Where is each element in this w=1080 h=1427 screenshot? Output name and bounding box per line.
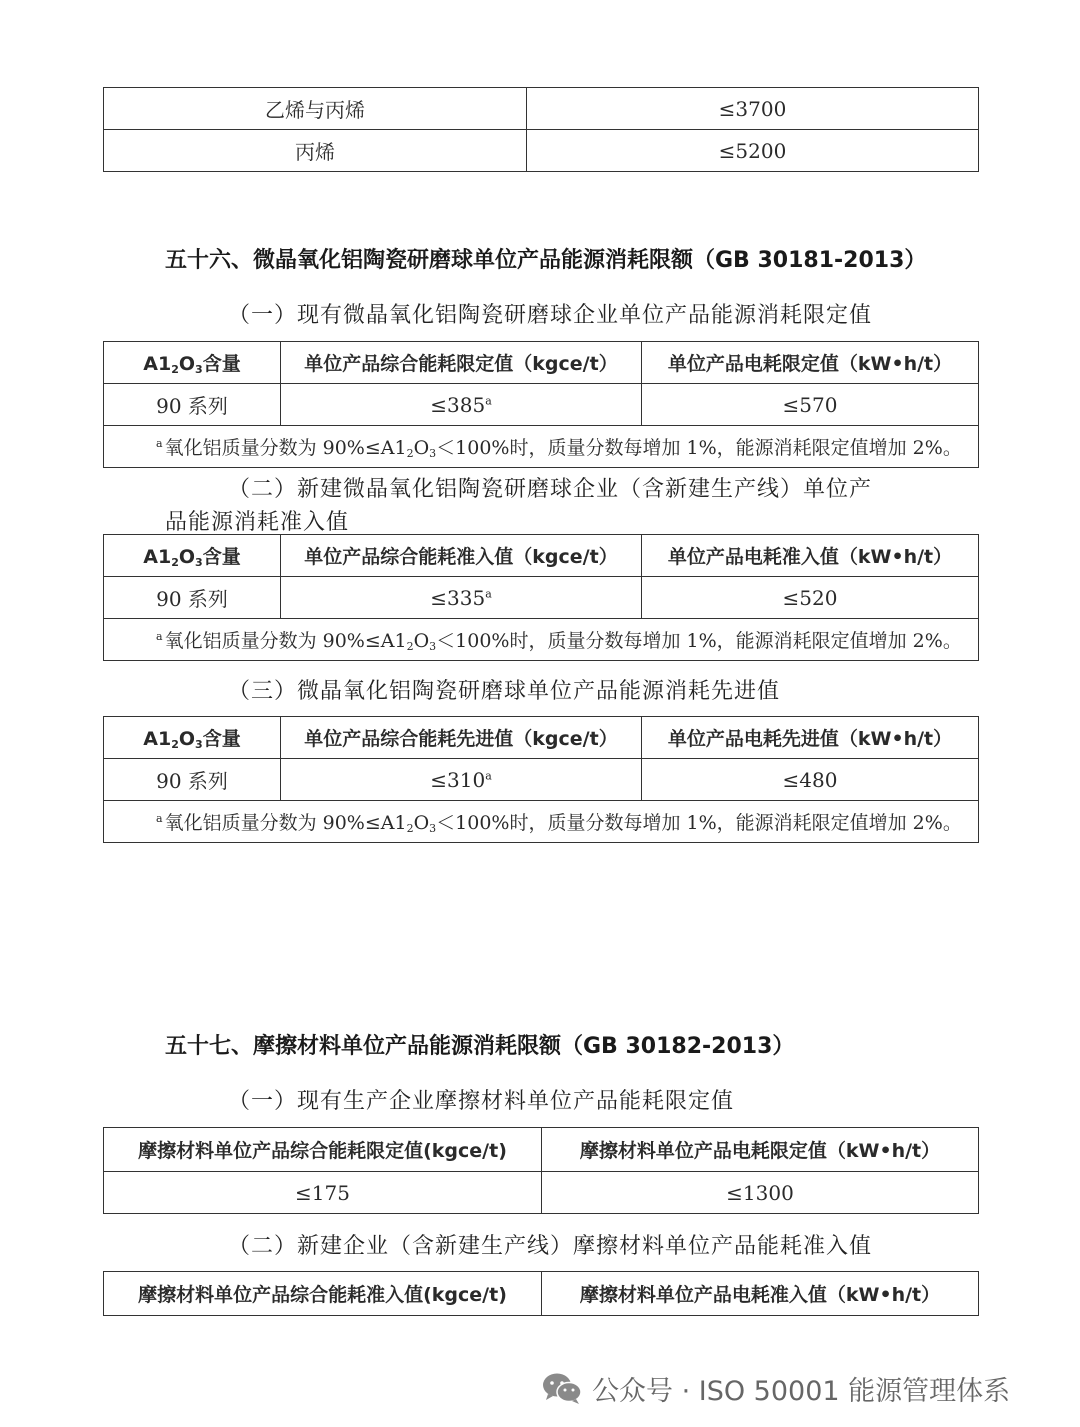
electricity-value: ≤570 xyxy=(642,384,979,426)
top-table xyxy=(103,87,979,172)
table-header-row xyxy=(104,342,979,384)
col-header-comprehensive: 摩擦材料单位产品综合能耗准入值(kgce/t) xyxy=(104,1272,542,1316)
wechat-icon xyxy=(540,1371,584,1405)
col-header-electricity: 单位产品电耗准入值（kW•h/t） xyxy=(642,535,979,577)
note-row xyxy=(104,426,979,468)
s56-t3-caption: （三）微晶氧化铝陶瓷研磨球单位产品能源消耗先进值 xyxy=(228,679,781,704)
comprehensive-value: $\le 335^a$ xyxy=(281,577,642,619)
s56-table-3 xyxy=(103,716,979,843)
table-row xyxy=(104,1172,979,1214)
row-label: 90 系列 xyxy=(104,577,281,619)
table-row xyxy=(104,384,979,426)
table-row xyxy=(104,88,979,130)
col-header-comprehensive: 单位产品综合能耗准入值（kgce/t） xyxy=(281,535,642,577)
col-header-electricity: 单位产品电耗限定值（kW•h/t） xyxy=(642,342,979,384)
col-header-electricity: 单位产品电耗先进值（kW•h/t） xyxy=(642,717,979,759)
col-header-al2o3: $A1_2O_3$含量 xyxy=(104,535,281,577)
electricity-value: ≤520 xyxy=(642,577,979,619)
col-header-comprehensive: 单位产品综合能耗先进值（kgce/t） xyxy=(281,717,642,759)
s57-t1-caption: （一）现有生产企业摩擦材料单位产品能耗限定值 xyxy=(228,1089,735,1114)
s56-t2-caption-line2: 品能源消耗准入值 xyxy=(165,510,350,535)
col-header-comprehensive: 摩擦材料单位产品综合能耗限定值(kgce/t) xyxy=(104,1128,542,1172)
col-header-comprehensive: 单位产品综合能耗限定值（kgce/t） xyxy=(281,342,642,384)
table-note: $^a$ 氧化铝质量分数为 $90\%\le A1_2O_3<100\%$时，质量分数每增加 1%，能源消耗限定值增加 2%。 xyxy=(104,801,979,843)
section-56-title: 五十六、微晶氧化铝陶瓷研磨球单位产品能源消耗限额（GB 30181-2013） xyxy=(165,248,927,273)
watermark xyxy=(540,1368,1010,1408)
row-label: 90 系列 xyxy=(104,384,281,426)
product-name: 乙烯与丙烯 xyxy=(104,88,527,130)
s56-table-1 xyxy=(103,341,979,468)
note-row xyxy=(104,801,979,843)
s57-table-2 xyxy=(103,1271,979,1316)
comprehensive-value: $\le 310^a$ xyxy=(281,759,642,801)
col-header-al2o3: $A1_2O_3$含量 xyxy=(104,342,281,384)
watermark-text: 公众号 · ISO 50001 能源管理体系 xyxy=(592,1375,1011,1407)
product-value: ≤3700 xyxy=(527,88,979,130)
col-header-al2o3: $A1_2O_3$含量 xyxy=(104,717,281,759)
col-header-electricity: 摩擦材料单位产品电耗限定值（kW•h/t） xyxy=(542,1128,979,1172)
s56-table-2 xyxy=(103,534,979,661)
note-row xyxy=(104,619,979,661)
table-header-row xyxy=(104,1128,979,1172)
comprehensive-value: ≤175 xyxy=(104,1172,542,1214)
row-label: 90 系列 xyxy=(104,759,281,801)
table-row xyxy=(104,130,979,172)
col-header-electricity: 摩擦材料单位产品电耗准入值（kW•h/t） xyxy=(542,1272,979,1316)
table-header-row xyxy=(104,717,979,759)
product-value: ≤5200 xyxy=(527,130,979,172)
table-note: $^a$ 氧化铝质量分数为 $90\%\le A1_2O_3<100\%$时，质量分数每增加 1%，能源消耗限定值增加 2%。 xyxy=(104,619,979,661)
table-header-row xyxy=(104,535,979,577)
table-row xyxy=(104,577,979,619)
s56-t2-caption-line1: （二）新建微晶氧化铝陶瓷研磨球企业（含新建生产线）单位产 xyxy=(228,477,873,502)
product-name: 丙烯 xyxy=(104,130,527,172)
s56-t1-caption: （一）现有微晶氧化铝陶瓷研磨球企业单位产品能源消耗限定值 xyxy=(228,303,873,328)
table-header-row xyxy=(104,1272,979,1316)
s57-t2-caption: （二）新建企业（含新建生产线）摩擦材料单位产品能耗准入值 xyxy=(228,1234,873,1259)
table-row xyxy=(104,759,979,801)
s57-table-1 xyxy=(103,1127,979,1214)
electricity-value: ≤1300 xyxy=(542,1172,979,1214)
table-note: $^a$ 氧化铝质量分数为 $90\%\le A1_2O_3<100\%$时，质量分数每增加 1%，能源消耗限定值增加 2%。 xyxy=(104,426,979,468)
electricity-value: ≤480 xyxy=(642,759,979,801)
comprehensive-value: $\le 385^a$ xyxy=(281,384,642,426)
section-57-title: 五十七、摩擦材料单位产品能源消耗限额（GB 30182-2013） xyxy=(165,1034,795,1059)
